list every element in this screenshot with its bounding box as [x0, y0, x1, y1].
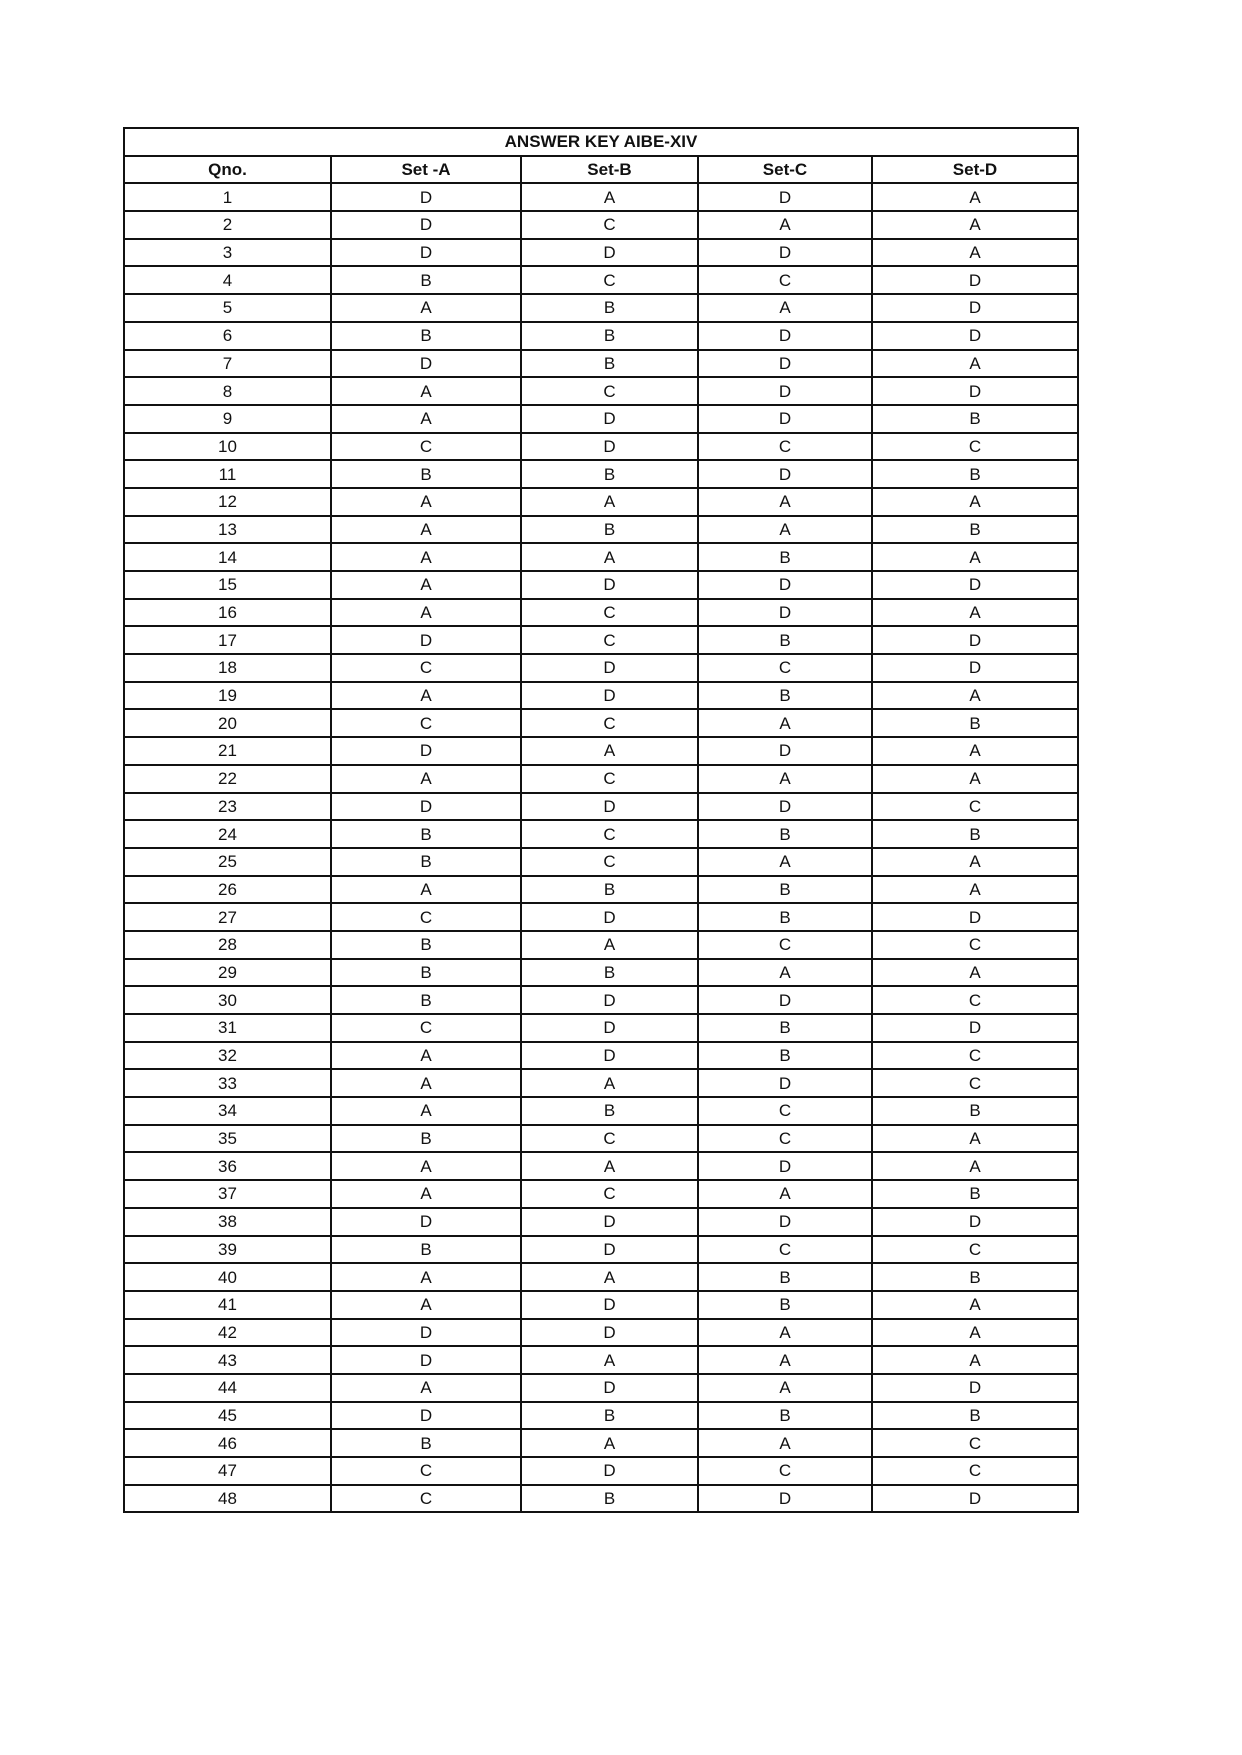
- set-d-cell: D: [872, 266, 1078, 294]
- table-row: [124, 1457, 1078, 1485]
- set-b-cell: C: [521, 848, 698, 876]
- set-a-cell: B: [331, 959, 521, 987]
- set-d-cell: C: [872, 1236, 1078, 1264]
- set-a-cell: A: [331, 765, 521, 793]
- set-a-cell: C: [331, 1485, 521, 1513]
- set-a-cell: D: [331, 350, 521, 378]
- set-d-cell: D: [872, 626, 1078, 654]
- table-row: [124, 709, 1078, 737]
- set-b-cell: B: [521, 959, 698, 987]
- set-a-cell: B: [331, 266, 521, 294]
- set-d-cell: D: [872, 377, 1078, 405]
- set-c-cell: A: [698, 1346, 872, 1374]
- set-a-cell: D: [331, 239, 521, 267]
- table-row: [124, 876, 1078, 904]
- set-d-cell: B: [872, 1263, 1078, 1291]
- set-d-cell: A: [872, 876, 1078, 904]
- set-b-cell: B: [521, 516, 698, 544]
- set-c-cell: C: [698, 1125, 872, 1153]
- set-c-cell: D: [698, 377, 872, 405]
- set-d-cell: B: [872, 516, 1078, 544]
- set-d-cell: A: [872, 239, 1078, 267]
- qno-cell: 37: [124, 1180, 331, 1208]
- set-d-cell: C: [872, 433, 1078, 461]
- set-c-cell: B: [698, 820, 872, 848]
- set-c-cell: D: [698, 1069, 872, 1097]
- table-row: [124, 543, 1078, 571]
- table-row: [124, 1402, 1078, 1430]
- set-a-cell: A: [331, 543, 521, 571]
- table-row: [124, 405, 1078, 433]
- table-row: [124, 1485, 1078, 1513]
- set-a-cell: B: [331, 820, 521, 848]
- set-a-cell: B: [331, 322, 521, 350]
- qno-cell: 18: [124, 654, 331, 682]
- set-c-cell: C: [698, 1457, 872, 1485]
- table-body: [124, 183, 1078, 1512]
- table-row: [124, 1152, 1078, 1180]
- set-a-cell: A: [331, 488, 521, 516]
- table-row: [124, 183, 1078, 211]
- set-b-cell: D: [521, 793, 698, 821]
- set-d-cell: A: [872, 1152, 1078, 1180]
- qno-cell: 4: [124, 266, 331, 294]
- set-c-cell: A: [698, 959, 872, 987]
- set-c-cell: A: [698, 294, 872, 322]
- set-a-cell: A: [331, 377, 521, 405]
- qno-cell: 5: [124, 294, 331, 322]
- set-a-cell: A: [331, 1152, 521, 1180]
- set-b-cell: C: [521, 211, 698, 239]
- set-a-cell: C: [331, 709, 521, 737]
- set-b-cell: D: [521, 1042, 698, 1070]
- set-b-cell: B: [521, 294, 698, 322]
- qno-cell: 40: [124, 1263, 331, 1291]
- table-row: [124, 516, 1078, 544]
- qno-cell: 12: [124, 488, 331, 516]
- qno-cell: 47: [124, 1457, 331, 1485]
- set-b-cell: A: [521, 1069, 698, 1097]
- set-a-cell: D: [331, 183, 521, 211]
- qno-cell: 36: [124, 1152, 331, 1180]
- set-a-cell: D: [331, 1346, 521, 1374]
- set-a-cell: C: [331, 433, 521, 461]
- table-row: [124, 1291, 1078, 1319]
- table-row: [124, 931, 1078, 959]
- set-a-cell: D: [331, 211, 521, 239]
- qno-cell: 7: [124, 350, 331, 378]
- table-row: [124, 1097, 1078, 1125]
- set-d-cell: B: [872, 1402, 1078, 1430]
- set-d-cell: C: [872, 1042, 1078, 1070]
- set-a-cell: A: [331, 571, 521, 599]
- table-row: [124, 765, 1078, 793]
- set-b-cell: A: [521, 1346, 698, 1374]
- set-b-cell: A: [521, 1263, 698, 1291]
- table-row: [124, 986, 1078, 1014]
- set-c-cell: A: [698, 848, 872, 876]
- set-d-cell: A: [872, 1319, 1078, 1347]
- set-a-cell: A: [331, 682, 521, 710]
- qno-cell: 1: [124, 183, 331, 211]
- table-row: [124, 322, 1078, 350]
- set-b-cell: D: [521, 1374, 698, 1402]
- set-b-cell: D: [521, 1236, 698, 1264]
- set-d-cell: C: [872, 1429, 1078, 1457]
- set-d-cell: A: [872, 211, 1078, 239]
- qno-cell: 13: [124, 516, 331, 544]
- table-row: [124, 599, 1078, 627]
- set-c-cell: C: [698, 1097, 872, 1125]
- set-b-cell: A: [521, 543, 698, 571]
- qno-cell: 22: [124, 765, 331, 793]
- set-d-cell: B: [872, 820, 1078, 848]
- table-row: [124, 488, 1078, 516]
- column-header-set-a: Set -A: [331, 156, 521, 184]
- table-row: [124, 1346, 1078, 1374]
- set-d-cell: A: [872, 599, 1078, 627]
- set-a-cell: B: [331, 1429, 521, 1457]
- set-b-cell: D: [521, 1014, 698, 1042]
- set-b-cell: B: [521, 460, 698, 488]
- table-row: [124, 433, 1078, 461]
- set-c-cell: D: [698, 986, 872, 1014]
- set-b-cell: B: [521, 350, 698, 378]
- qno-cell: 28: [124, 931, 331, 959]
- column-header-set-c: Set-C: [698, 156, 872, 184]
- set-d-cell: D: [872, 1014, 1078, 1042]
- set-b-cell: C: [521, 765, 698, 793]
- set-c-cell: C: [698, 654, 872, 682]
- qno-cell: 21: [124, 737, 331, 765]
- table-row: [124, 460, 1078, 488]
- set-a-cell: D: [331, 626, 521, 654]
- table-row: [124, 793, 1078, 821]
- set-d-cell: D: [872, 1485, 1078, 1513]
- qno-cell: 27: [124, 903, 331, 931]
- qno-cell: 14: [124, 543, 331, 571]
- table-row: [124, 1180, 1078, 1208]
- table-row: [124, 377, 1078, 405]
- set-a-cell: D: [331, 1402, 521, 1430]
- set-c-cell: D: [698, 460, 872, 488]
- set-c-cell: B: [698, 1291, 872, 1319]
- set-c-cell: C: [698, 266, 872, 294]
- table-row: [124, 903, 1078, 931]
- set-a-cell: A: [331, 1042, 521, 1070]
- set-d-cell: D: [872, 654, 1078, 682]
- set-c-cell: D: [698, 183, 872, 211]
- set-b-cell: D: [521, 571, 698, 599]
- set-b-cell: C: [521, 266, 698, 294]
- set-d-cell: A: [872, 959, 1078, 987]
- set-b-cell: B: [521, 322, 698, 350]
- set-d-cell: A: [872, 1125, 1078, 1153]
- set-c-cell: A: [698, 1319, 872, 1347]
- set-c-cell: D: [698, 350, 872, 378]
- set-a-cell: C: [331, 1457, 521, 1485]
- set-b-cell: A: [521, 931, 698, 959]
- qno-cell: 34: [124, 1097, 331, 1125]
- set-a-cell: B: [331, 848, 521, 876]
- set-a-cell: A: [331, 1291, 521, 1319]
- qno-cell: 33: [124, 1069, 331, 1097]
- qno-cell: 25: [124, 848, 331, 876]
- set-a-cell: C: [331, 654, 521, 682]
- qno-cell: 15: [124, 571, 331, 599]
- set-a-cell: B: [331, 931, 521, 959]
- set-b-cell: B: [521, 876, 698, 904]
- set-b-cell: D: [521, 405, 698, 433]
- table-row: [124, 1429, 1078, 1457]
- set-a-cell: B: [331, 460, 521, 488]
- qno-cell: 42: [124, 1319, 331, 1347]
- set-a-cell: A: [331, 599, 521, 627]
- set-b-cell: B: [521, 1097, 698, 1125]
- table-row: [124, 959, 1078, 987]
- set-a-cell: A: [331, 294, 521, 322]
- table-row: [124, 1374, 1078, 1402]
- table-row: [124, 1319, 1078, 1347]
- set-c-cell: C: [698, 1236, 872, 1264]
- column-header-set-b: Set-B: [521, 156, 698, 184]
- set-d-cell: D: [872, 322, 1078, 350]
- set-a-cell: C: [331, 1014, 521, 1042]
- set-a-cell: A: [331, 1374, 521, 1402]
- set-b-cell: D: [521, 1319, 698, 1347]
- set-c-cell: A: [698, 1374, 872, 1402]
- set-c-cell: A: [698, 1180, 872, 1208]
- set-a-cell: D: [331, 1208, 521, 1236]
- set-c-cell: D: [698, 1485, 872, 1513]
- table-header: [124, 128, 1078, 183]
- set-c-cell: C: [698, 433, 872, 461]
- set-d-cell: C: [872, 986, 1078, 1014]
- set-d-cell: D: [872, 571, 1078, 599]
- table-row: [124, 211, 1078, 239]
- set-b-cell: C: [521, 820, 698, 848]
- qno-cell: 19: [124, 682, 331, 710]
- set-d-cell: B: [872, 460, 1078, 488]
- qno-cell: 23: [124, 793, 331, 821]
- set-b-cell: A: [521, 1152, 698, 1180]
- set-b-cell: C: [521, 709, 698, 737]
- set-b-cell: C: [521, 599, 698, 627]
- set-c-cell: D: [698, 571, 872, 599]
- set-b-cell: D: [521, 654, 698, 682]
- set-d-cell: A: [872, 543, 1078, 571]
- set-b-cell: D: [521, 239, 698, 267]
- set-c-cell: D: [698, 1152, 872, 1180]
- set-c-cell: B: [698, 626, 872, 654]
- set-c-cell: B: [698, 1402, 872, 1430]
- set-c-cell: A: [698, 709, 872, 737]
- set-c-cell: D: [698, 599, 872, 627]
- set-c-cell: A: [698, 488, 872, 516]
- set-a-cell: D: [331, 793, 521, 821]
- set-c-cell: A: [698, 1429, 872, 1457]
- qno-cell: 43: [124, 1346, 331, 1374]
- set-a-cell: A: [331, 1263, 521, 1291]
- set-b-cell: A: [521, 737, 698, 765]
- set-b-cell: D: [521, 1291, 698, 1319]
- set-c-cell: B: [698, 1042, 872, 1070]
- set-b-cell: C: [521, 1125, 698, 1153]
- set-b-cell: A: [521, 183, 698, 211]
- column-header-row: [124, 156, 1078, 184]
- set-a-cell: C: [331, 903, 521, 931]
- qno-cell: 44: [124, 1374, 331, 1402]
- set-b-cell: B: [521, 1402, 698, 1430]
- answer-key-table: [123, 127, 1079, 1513]
- set-c-cell: D: [698, 793, 872, 821]
- title-row: [124, 128, 1078, 156]
- set-d-cell: A: [872, 1291, 1078, 1319]
- qno-cell: 16: [124, 599, 331, 627]
- qno-cell: 31: [124, 1014, 331, 1042]
- qno-cell: 24: [124, 820, 331, 848]
- table-row: [124, 571, 1078, 599]
- table-row: [124, 820, 1078, 848]
- set-d-cell: D: [872, 1374, 1078, 1402]
- table-row: [124, 737, 1078, 765]
- qno-cell: 9: [124, 405, 331, 433]
- table-row: [124, 626, 1078, 654]
- qno-cell: 29: [124, 959, 331, 987]
- table-row: [124, 266, 1078, 294]
- set-d-cell: B: [872, 405, 1078, 433]
- set-d-cell: B: [872, 1180, 1078, 1208]
- set-c-cell: A: [698, 211, 872, 239]
- qno-cell: 30: [124, 986, 331, 1014]
- set-a-cell: A: [331, 405, 521, 433]
- set-d-cell: A: [872, 488, 1078, 516]
- set-a-cell: B: [331, 986, 521, 1014]
- set-c-cell: A: [698, 765, 872, 793]
- set-d-cell: D: [872, 1208, 1078, 1236]
- qno-cell: 39: [124, 1236, 331, 1264]
- set-d-cell: A: [872, 682, 1078, 710]
- set-b-cell: A: [521, 1429, 698, 1457]
- table-row: [124, 1263, 1078, 1291]
- set-b-cell: D: [521, 903, 698, 931]
- set-b-cell: D: [521, 433, 698, 461]
- set-b-cell: D: [521, 1457, 698, 1485]
- qno-cell: 3: [124, 239, 331, 267]
- set-d-cell: C: [872, 1069, 1078, 1097]
- set-d-cell: A: [872, 350, 1078, 378]
- table-row: [124, 1236, 1078, 1264]
- set-a-cell: D: [331, 1319, 521, 1347]
- column-header-set-d: Set-D: [872, 156, 1078, 184]
- set-a-cell: D: [331, 737, 521, 765]
- set-d-cell: A: [872, 183, 1078, 211]
- table-row: [124, 350, 1078, 378]
- set-b-cell: C: [521, 1180, 698, 1208]
- qno-cell: 8: [124, 377, 331, 405]
- set-a-cell: B: [331, 1236, 521, 1264]
- qno-cell: 20: [124, 709, 331, 737]
- set-c-cell: A: [698, 516, 872, 544]
- table-row: [124, 848, 1078, 876]
- qno-cell: 45: [124, 1402, 331, 1430]
- qno-cell: 26: [124, 876, 331, 904]
- set-d-cell: D: [872, 294, 1078, 322]
- table-row: [124, 1042, 1078, 1070]
- set-b-cell: A: [521, 488, 698, 516]
- set-b-cell: C: [521, 377, 698, 405]
- set-c-cell: D: [698, 737, 872, 765]
- set-b-cell: D: [521, 682, 698, 710]
- set-d-cell: C: [872, 931, 1078, 959]
- set-c-cell: D: [698, 239, 872, 267]
- qno-cell: 38: [124, 1208, 331, 1236]
- set-a-cell: A: [331, 516, 521, 544]
- set-c-cell: D: [698, 322, 872, 350]
- table-row: [124, 239, 1078, 267]
- table-row: [124, 654, 1078, 682]
- table-row: [124, 294, 1078, 322]
- set-c-cell: B: [698, 903, 872, 931]
- set-d-cell: A: [872, 848, 1078, 876]
- set-d-cell: C: [872, 1457, 1078, 1485]
- qno-cell: 32: [124, 1042, 331, 1070]
- qno-cell: 17: [124, 626, 331, 654]
- table-row: [124, 1069, 1078, 1097]
- set-b-cell: D: [521, 1208, 698, 1236]
- table-row: [124, 682, 1078, 710]
- set-a-cell: A: [331, 876, 521, 904]
- table-title: ANSWER KEY AIBE-XIV: [124, 128, 1078, 156]
- set-a-cell: A: [331, 1180, 521, 1208]
- set-c-cell: B: [698, 1263, 872, 1291]
- set-c-cell: D: [698, 405, 872, 433]
- set-c-cell: D: [698, 1208, 872, 1236]
- set-b-cell: D: [521, 986, 698, 1014]
- qno-cell: 41: [124, 1291, 331, 1319]
- qno-cell: 46: [124, 1429, 331, 1457]
- set-d-cell: D: [872, 903, 1078, 931]
- set-c-cell: B: [698, 543, 872, 571]
- set-c-cell: B: [698, 876, 872, 904]
- qno-cell: 10: [124, 433, 331, 461]
- set-a-cell: A: [331, 1069, 521, 1097]
- set-a-cell: A: [331, 1097, 521, 1125]
- set-a-cell: B: [331, 1125, 521, 1153]
- set-b-cell: C: [521, 626, 698, 654]
- qno-cell: 11: [124, 460, 331, 488]
- set-d-cell: A: [872, 737, 1078, 765]
- set-d-cell: C: [872, 793, 1078, 821]
- set-d-cell: A: [872, 1346, 1078, 1374]
- table-row: [124, 1125, 1078, 1153]
- set-c-cell: B: [698, 1014, 872, 1042]
- set-d-cell: B: [872, 1097, 1078, 1125]
- set-d-cell: A: [872, 765, 1078, 793]
- table-row: [124, 1014, 1078, 1042]
- qno-cell: 2: [124, 211, 331, 239]
- set-c-cell: C: [698, 931, 872, 959]
- set-c-cell: B: [698, 682, 872, 710]
- column-header-qno: Qno.: [124, 156, 331, 184]
- set-d-cell: B: [872, 709, 1078, 737]
- qno-cell: 6: [124, 322, 331, 350]
- qno-cell: 48: [124, 1485, 331, 1513]
- set-b-cell: B: [521, 1485, 698, 1513]
- table-row: [124, 1208, 1078, 1236]
- qno-cell: 35: [124, 1125, 331, 1153]
